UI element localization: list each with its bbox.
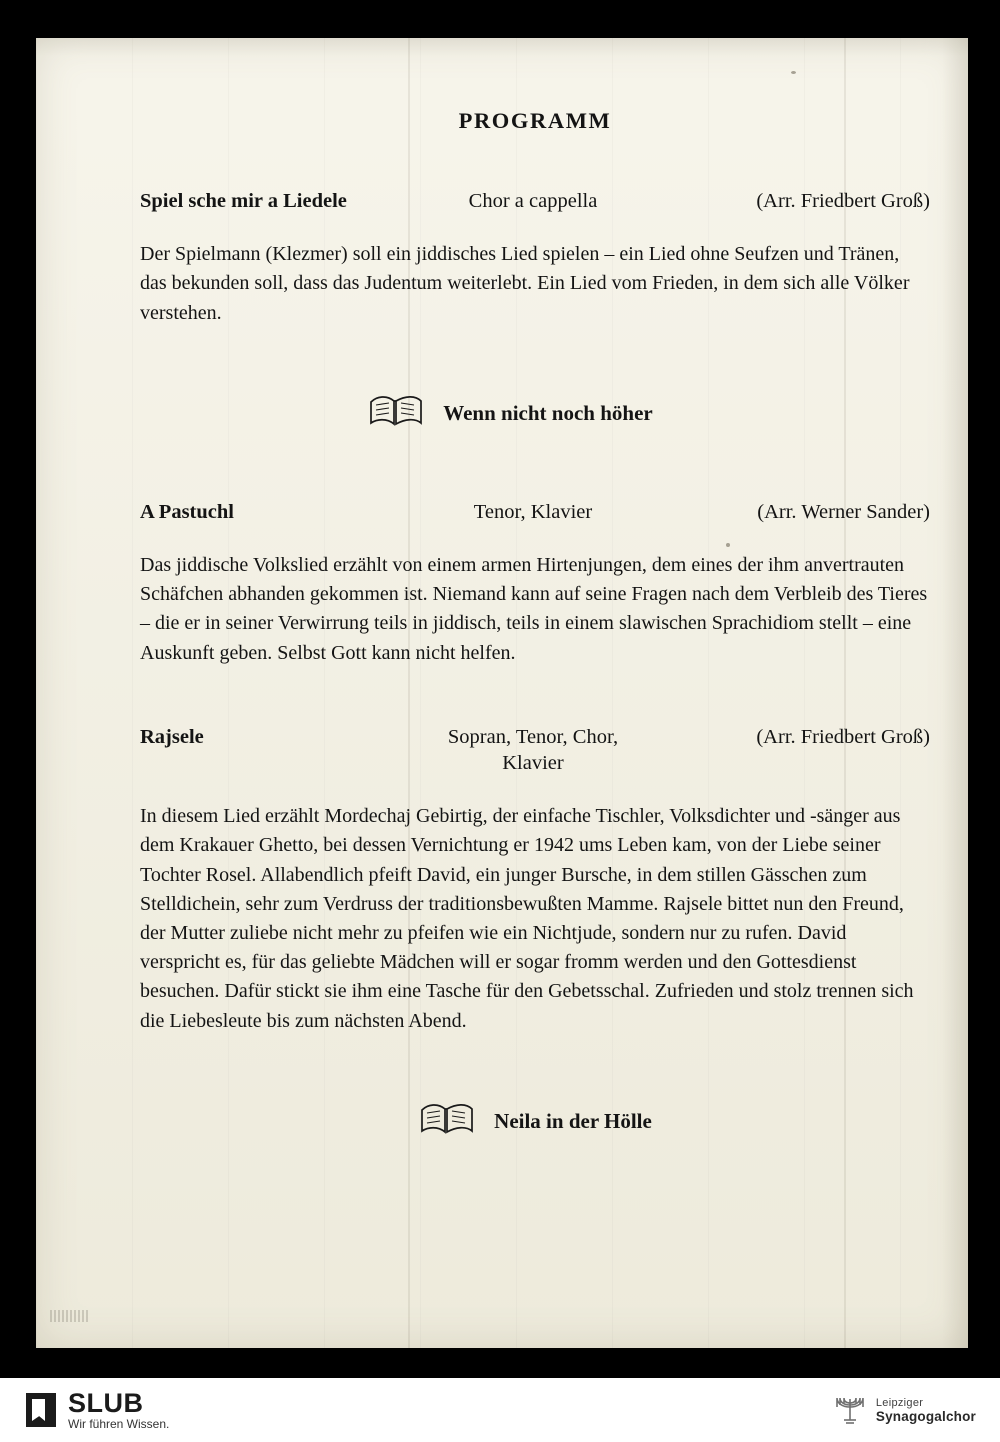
partner-name-line-2: Synagogalchor [875,1408,976,1424]
library-name: SLUB [68,1387,144,1418]
piece-arrangement: (Arr. Werner Sander) [757,500,930,523]
section-divider [140,392,930,435]
piece-title: Spiel sche mir a Liedele [140,190,347,212]
open-book-icon [367,392,425,435]
piece-arrangement: (Arr. Friedbert Groß) [756,725,930,748]
section-label: Neila in der Hölle [494,1108,652,1133]
piece-forces [388,499,678,525]
piece-forces-line-2: Klavier [502,752,564,775]
open-book-icon [418,1100,476,1143]
section-label: Wenn nicht noch höher [443,400,653,425]
piece-forces [388,188,678,214]
piece-title: Rajsele [140,725,204,748]
piece-title: A Pastuchl [140,500,234,523]
piece-forces-line: Chor a cappella [468,190,598,212]
partner-name-line-1: Leipziger [875,1396,924,1409]
page-edge-shadow [942,38,968,1348]
section-divider [140,1100,930,1143]
piece-arrangement: (Arr. Friedbert Groß) [756,190,930,212]
paper-speck [791,71,796,74]
partner-branding[interactable] [833,1389,1000,1432]
page-title: PROGRAMM [458,108,612,133]
program-content [140,108,930,1143]
piece-forces-line: Tenor, Klavier [473,500,593,523]
slub-bookmark-icon [26,1393,56,1427]
piece-forces-line: Sopran, Tenor, Chor, [447,725,619,748]
archive-stamp-smudge [50,1310,90,1322]
program-entry [140,724,930,776]
program-entry [140,499,930,525]
piece-forces [388,724,678,776]
piece-description: In diesem Lied erzählt Mordechaj Gebirtig, der einfache Tischler, Volksdichter und -sänger aus dem Krakauer Ghetto, bei dessen Vernichtung er 1942 ums Leben kam, von der Liebe seiner Tochter Rosel. Allabendlich pfeift David, ein junger Bursche, in dem stillen Gässchen zum Stelldichein, sehr zum Verdruss der traditionsbewußten Mamme. Rajsele bittet nun den Freund, der Mutter zuliebe nicht mehr zu pfeifen wie ein Nichtjude, sondern nur zu rufen. David verspricht es, für das geliebte Mädchen will er sogar fromm werden und den Gottesdienst besuchen. Dafür stickt sie ihm eine Tasche für den Gebetsschal. Zufrieden und stolz trennen sich die Liebesleute bis zum nächsten Abend. [140,805,914,1032]
viewer-footer-bar [0,1378,1000,1442]
library-branding[interactable] [0,1389,169,1432]
page-edge-shadow [36,38,968,56]
scanned-page [36,38,968,1348]
piece-description: Das jiddische Volkslied erzählt von einem armen Hirtenjungen, dem eines der ihm anvertrauten Schäfchen abhanden gekommen ist. Niemand kann auf seine Fragen nach dem Verbleib des Tieres – die er in seiner Verwirrung teils in jiddisch, teils in einem slawischen Sprachidiom stellt – eine Auskunft geben. Selbst Gott kann nicht helfen. [140,554,928,664]
library-tagline: Wir führen Wissen. [68,1416,170,1431]
program-entry [140,188,930,214]
piece-description: Der Spielmann (Klezmer) soll ein jiddisches Lied spielen – ein Lied ohne Seufzen und Tränen, das bekunden soll, dass das Judentum weiterlebt. Ein Lied vom Frieden, in dem sich alle Völker verstehen. [140,243,910,324]
menorah-icon [833,1389,867,1432]
